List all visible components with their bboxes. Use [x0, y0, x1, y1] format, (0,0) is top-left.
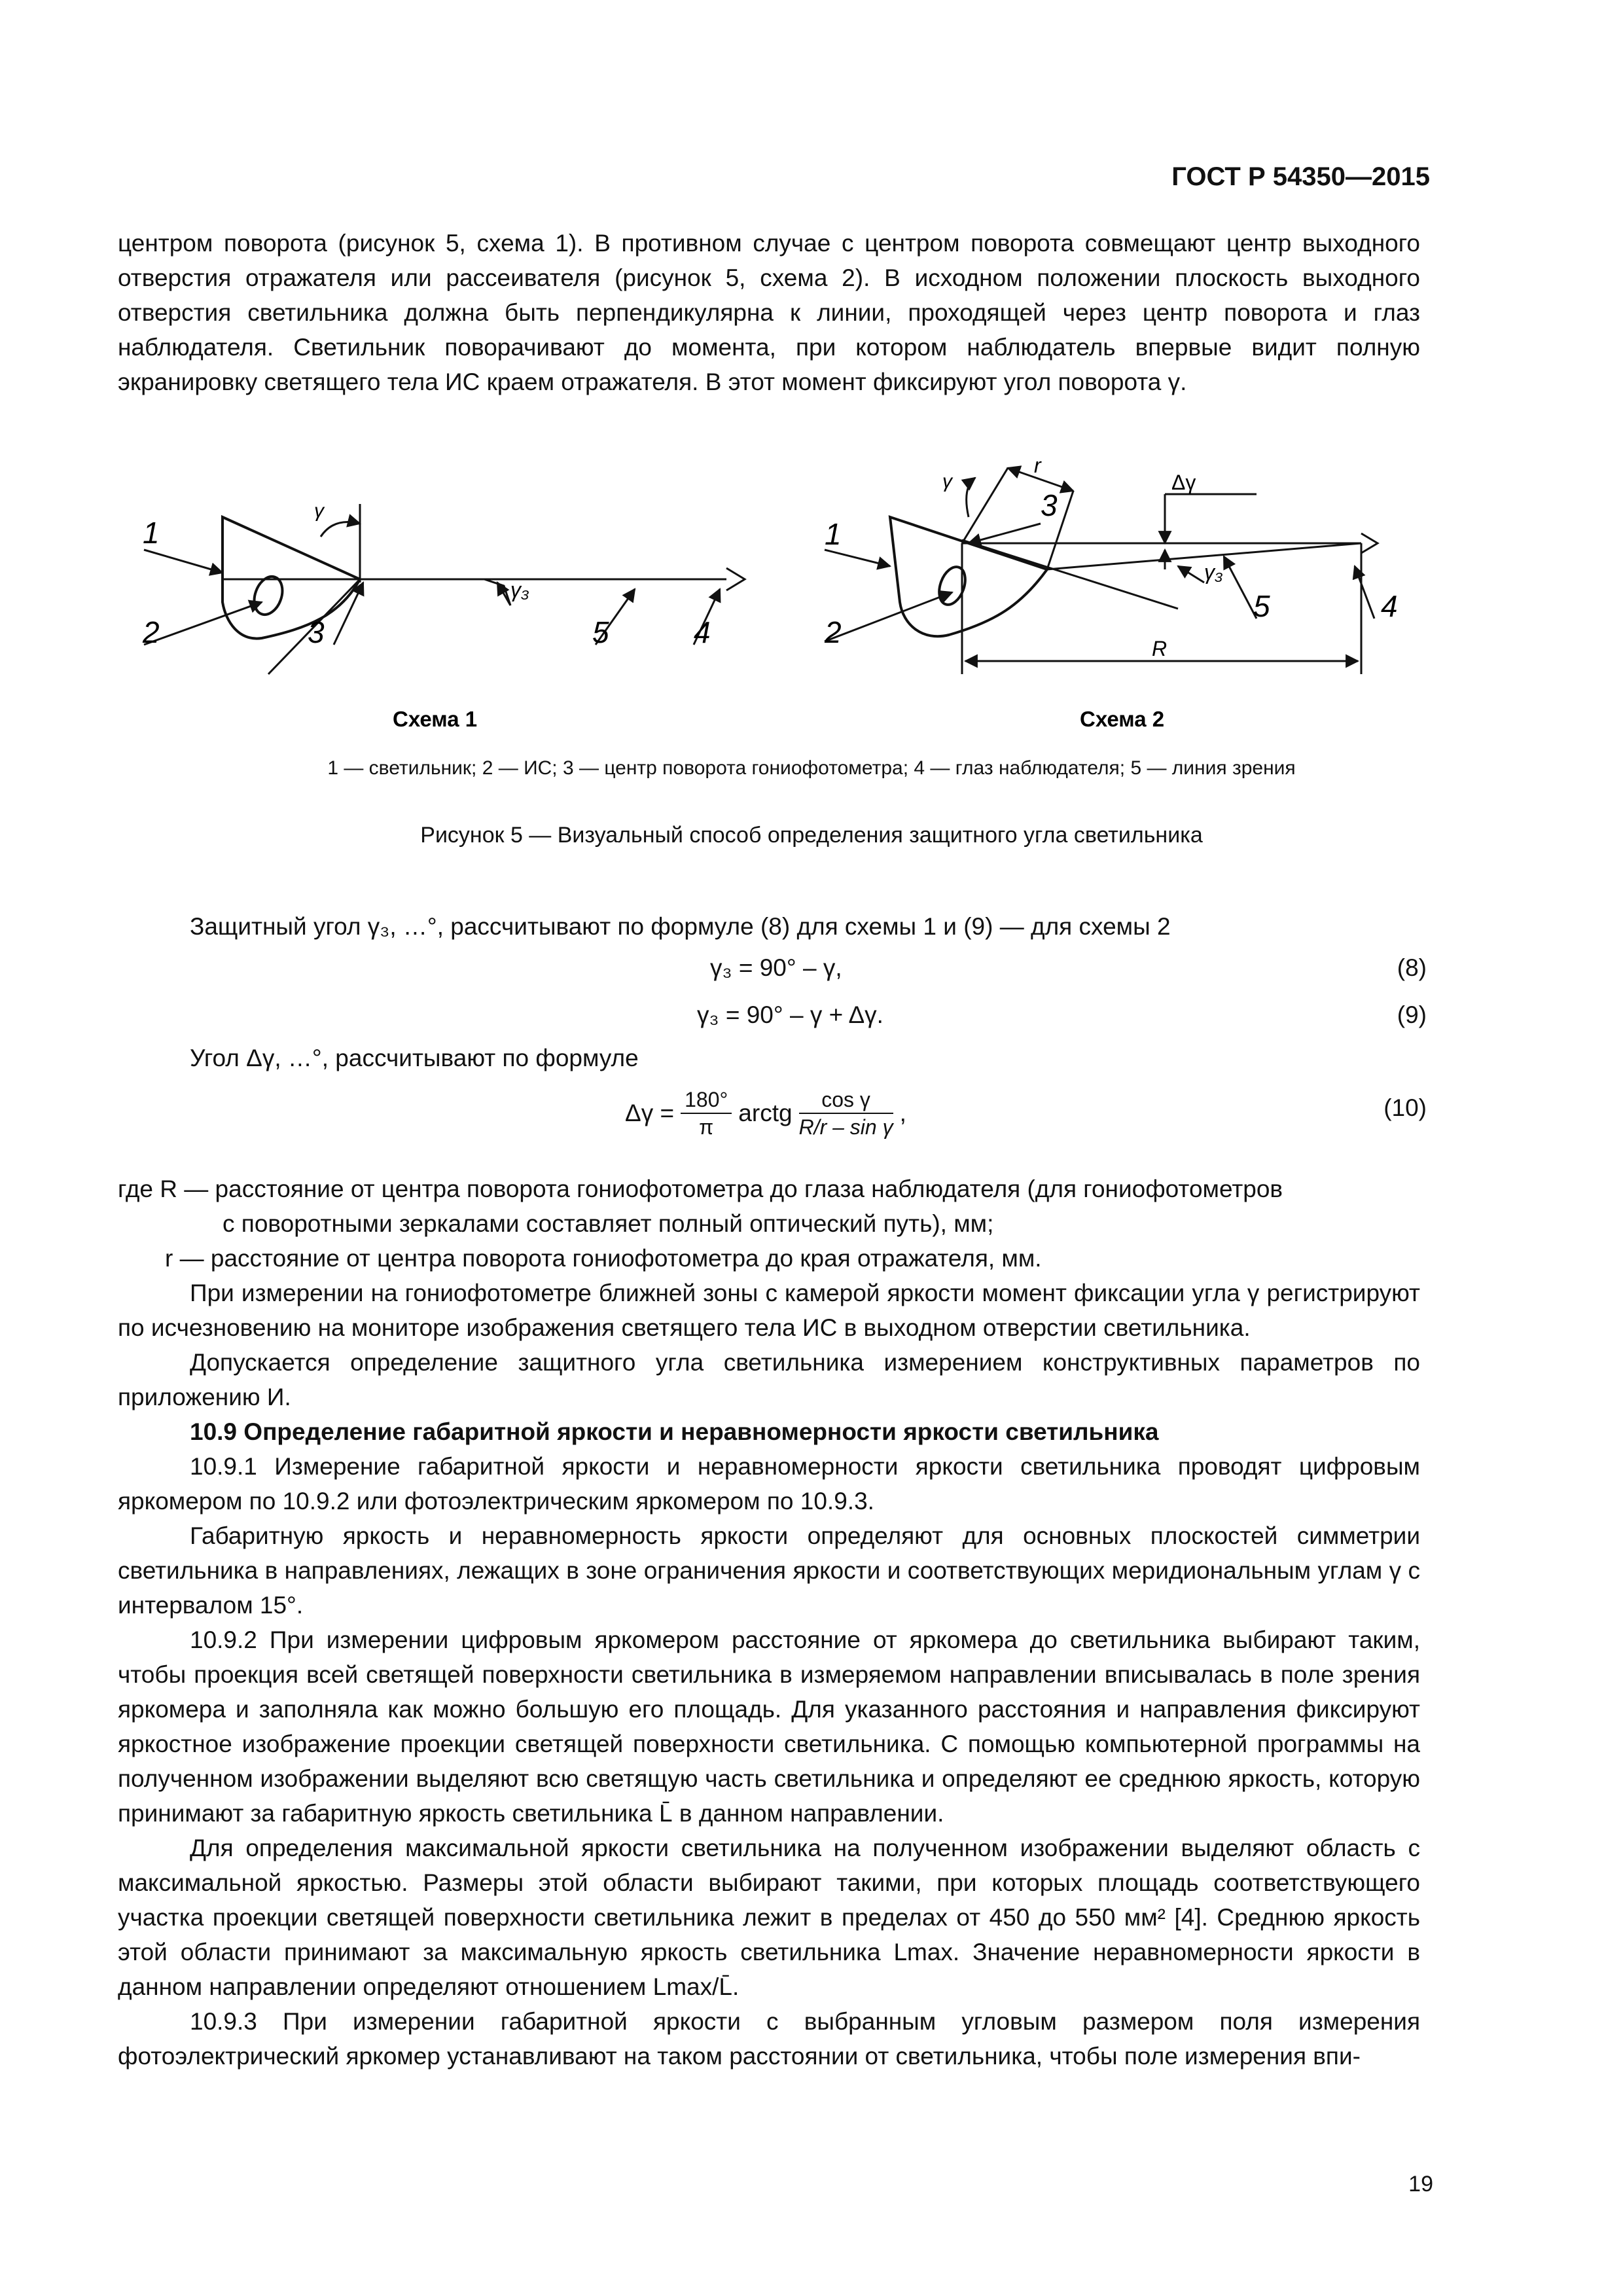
eye-marker-2	[1361, 533, 1378, 553]
s1-label-3: 3	[308, 615, 325, 649]
eye-marker	[726, 568, 745, 590]
paragraph-10-9-3: 10.9.3 При измерении габаритной яркости с выбранным угловым размером поля измерения фотоэлектрический яркомер устанавливают на таком расстоянии от светильника, чтобы поле измерения впи-	[118, 2008, 1420, 2070]
where-R-line1: где R — расстояние от центра поворота гониофотометра до глаза наблюдателя (для гониофотометров	[118, 1175, 1283, 1202]
formula-8: γ₃ = 90° – γ,	[710, 954, 842, 981]
f10-frac2-num: cos γ	[799, 1086, 893, 1114]
s2-gamma3: γ₃	[1204, 560, 1223, 584]
scheme-2-title: Схема 2	[1080, 707, 1165, 731]
formula-9-number: (9)	[1397, 1001, 1427, 1028]
formula-lead-2: Угол Δγ, …°, рассчитывают по формуле	[190, 1045, 639, 1071]
formula-lead: Защитный угол γ₃, …°, рассчитывают по формуле (8) для схемы 1 и (9) — для схемы 2	[190, 913, 1171, 940]
paragraph-annex: Допускается определение защитного угла светильника измерением конструктивных параметров по приложению И.	[118, 1349, 1420, 1410]
s2-label-1: 1	[825, 517, 842, 551]
paragraph-luminance-planes: Габаритную яркость и неравномерность яркости определяют для основных плоскостей симметрии светильника в направлениях, лежащих в зоне ограничения яркости и соответствующих меридиональным углам γ с интервалом 15°.	[118, 1522, 1420, 1619]
where-r-line: r — расстояние от центра поворота гониофотометра до края отражателя, мм.	[165, 1245, 1042, 1272]
s2-R: R	[1152, 637, 1168, 660]
formula-8-number: (8)	[1397, 954, 1427, 981]
formula-9: γ₃ = 90° – γ + Δγ.	[697, 1001, 883, 1028]
s2-label-2: 2	[825, 615, 842, 649]
scheme-2	[825, 468, 1378, 674]
formula-10-number: (10)	[1383, 1094, 1427, 1121]
luminaire-shape-2	[890, 517, 1047, 636]
scheme-1	[144, 504, 745, 674]
paragraph-10-9-1: 10.9.1 Измерение габаритной яркости и неравномерности яркости светильника проводят цифровым яркомером по 10.9.2 или фотоэлектрическим яркомером по 10.9.3.	[118, 1453, 1420, 1515]
intro-block	[118, 226, 1420, 399]
formula-10-left: Δγ =	[625, 1100, 675, 1126]
where-R-line2: с поворотными зеркалами составляет полный оптический путь), мм;	[223, 1210, 994, 1237]
formula-10	[625, 1086, 906, 1140]
scheme-1-title: Схема 1	[393, 707, 478, 731]
formula-10-fraction-2	[799, 1086, 893, 1140]
f10-frac1-den: π	[699, 1115, 714, 1139]
s2-dgamma: Δγ	[1171, 471, 1196, 494]
lamp-ellipse-2	[935, 564, 970, 609]
formula-10-arctg: arctg	[738, 1100, 793, 1126]
s1-label-2: 2	[143, 615, 160, 649]
main-text	[118, 1276, 1420, 2073]
figure-5-diagram	[118, 452, 1427, 753]
formula-10-fraction-1	[681, 1086, 732, 1140]
luminaire-axis	[962, 540, 1178, 609]
intro-paragraph: центром поворота (рисунок 5, схема 1). В противном случае с центром поворота совмещают центр выходного отверстия отражателя или рассеивателя (рисунок 5, схема 2). В исходном положении плоскость выходного отверстия светильника должна быть перпендикулярна к линии, проходящей через центр поворота и глаз наблюдателя. Светильник поворачивают до момента, при котором наблюдатель впервые видит полную экранировку светящего тела ИС краем отражателя. В этот момент фиксируют угол поворота γ.	[118, 230, 1420, 395]
gamma-arc	[321, 522, 360, 537]
formula-10-tail: ,	[899, 1100, 906, 1126]
s1-gamma3: γ₃	[510, 578, 529, 601]
figure-legend: 1 — светильник; 2 — ИС; 3 — центр поворота гониофотометра; 4 — глаз наблюдателя; 5 — линия зрения	[327, 757, 1296, 779]
s2-label-4: 4	[1381, 589, 1398, 623]
f10-frac2-den: R/r – sin γ	[798, 1115, 893, 1139]
paragraph-max-luminance: Для определения максимальной яркости светильника на полученном изображении выделяют область с максимальной яркостью. Размеры этой области выбирают такими, при которых площадь соответствующего участка проекции светящей поверхности светильника лежит в пределах от 450 до 550 мм² [4]. Среднюю яркость этой области принимают за максимальную яркость светильника Lmax. Значение неравномерности яркости в данном направлении определяют отношением Lmax/L̄.	[118, 1835, 1420, 2000]
s2-label-3: 3	[1041, 488, 1058, 522]
page-number: 19	[1408, 2172, 1433, 2197]
s2-r: r	[1034, 454, 1041, 477]
standard-header: ГОСТ Р 54350—2015	[1171, 162, 1430, 191]
s2-gamma: γ	[942, 471, 952, 492]
paragraph-goniophotometer: При измерении на гониофотометре ближней зоны с камерой яркости момент фиксации угла γ регистрируют по исчезновению на мониторе изображения светящего тела ИС в выходном отверстии светильника.	[118, 1280, 1420, 1341]
section-heading-10-9: 10.9 Определение габаритной яркости и неравномерности яркости светильника	[190, 1418, 1159, 1445]
s1-label-1: 1	[143, 516, 160, 550]
s1-label-5: 5	[592, 615, 609, 649]
s1-label-4: 4	[694, 615, 711, 649]
s1-gamma: γ	[314, 500, 324, 522]
luminaire-shape	[223, 517, 360, 639]
s2-label-5: 5	[1253, 589, 1270, 623]
f10-frac1-num: 180°	[681, 1086, 732, 1114]
figure-caption: Рисунок 5 — Визуальный способ определения защитного угла светильника	[420, 823, 1203, 848]
where-block	[118, 1172, 1420, 1276]
paragraph-10-9-2: 10.9.2 При измерении цифровым яркомером расстояние от яркомера до светильника выбирают таким, чтобы проекция всей светящей поверхности светильника в измеряемом направлении вписывалась в поле зрения яркомера и заполняла как можно большую его площадь. Для указанного расстояния и направления фиксируют яркостное изображение проекции светящей поверхности светильника. С помощью компьютерной программы на полученном изображении выделяют всю светящую часть светильника и определяют ее среднюю яркость, которую принимают за габаритную яркость светильника L̄ в данном направлении.	[118, 1626, 1420, 1827]
